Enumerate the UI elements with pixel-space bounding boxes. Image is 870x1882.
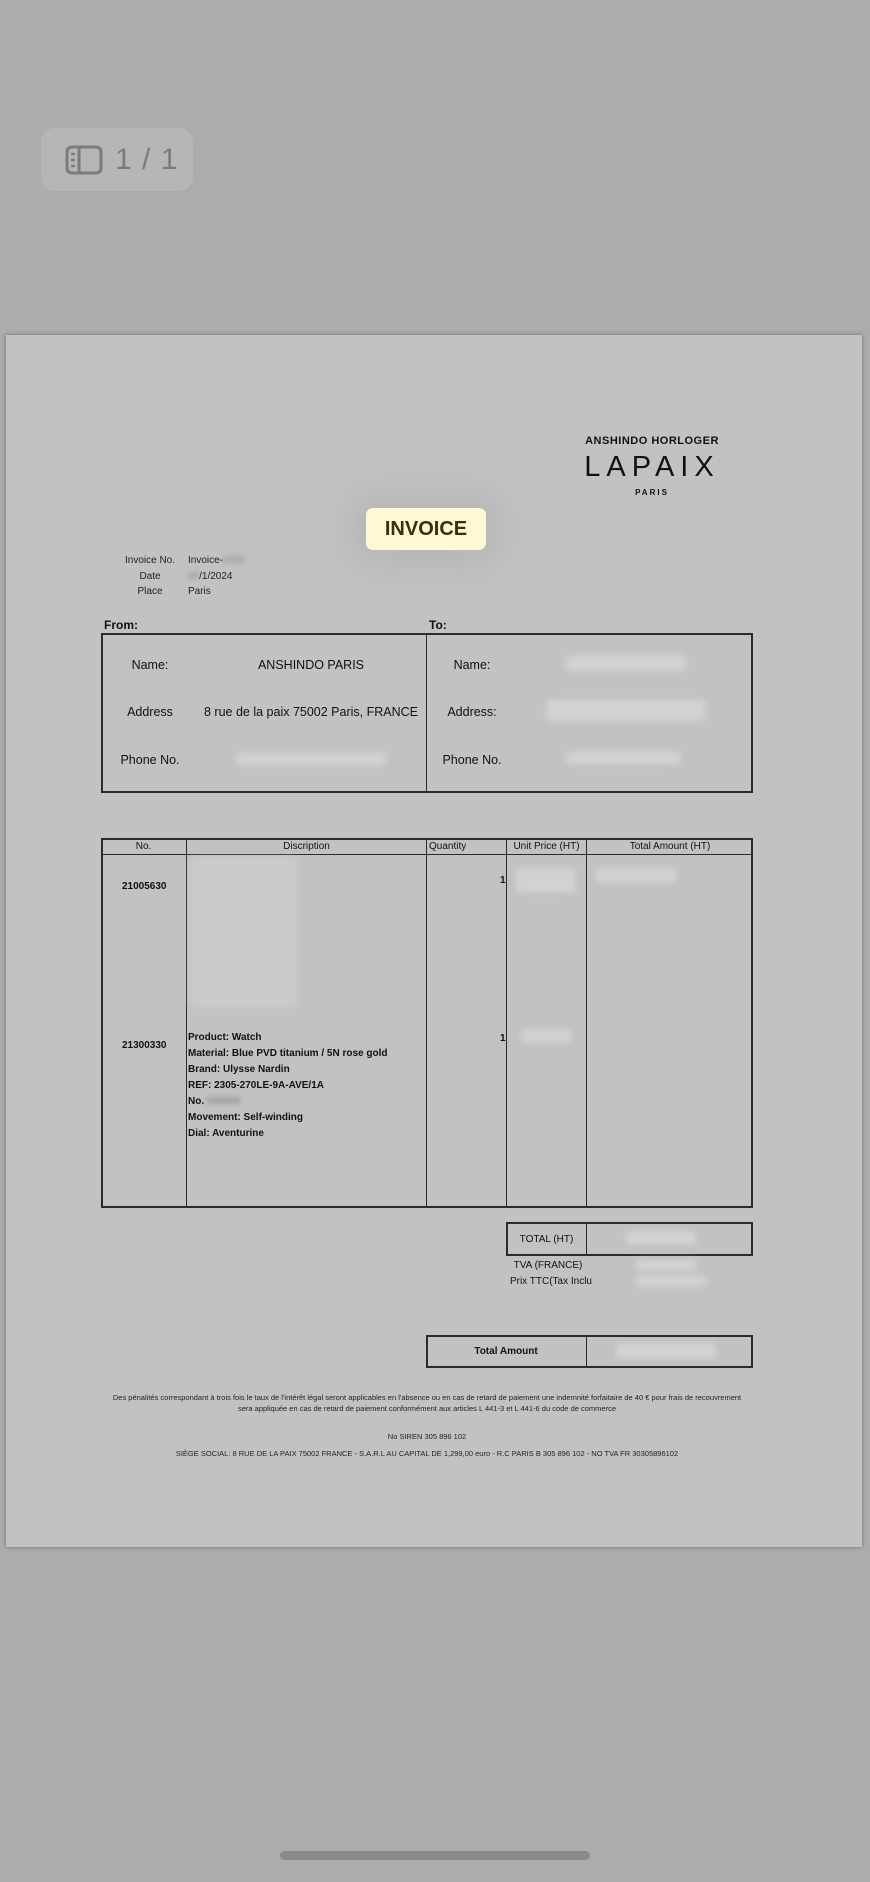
col-header-no: No. [135,841,152,852]
row2-unit-price-redacted [521,1029,571,1043]
company-logo-name: LAPAIX [584,451,720,483]
from-address-value: 8 rue de la paix 75002 Paris, FRANCE [204,705,418,719]
row1-item-no: 21005630 [122,881,167,892]
invoice-no-value: Invoice-0000 [188,555,246,566]
ttc-label: Prix TTC(Tax Inclu [509,1276,592,1287]
home-indicator[interactable] [280,1851,590,1860]
row2-description [188,1030,424,1142]
total-amount-redacted [616,1343,716,1359]
tva-label: TVA (FRANCE) [513,1260,583,1271]
page-counter-pill[interactable] [41,128,193,191]
legal-penalties [101,1392,753,1414]
row2-item-no: 21300330 [122,1040,167,1051]
place-label: Place [137,586,163,597]
row2-desc-material: Material: Blue PVD titanium / 5N rose gold [188,1048,388,1059]
from-heading: From: [104,618,138,632]
to-heading: To: [429,618,447,632]
sidebar-panel-icon [65,145,103,175]
date-label: Date [139,571,161,582]
company-city: PARIS [635,488,669,497]
invoice-no-label: Invoice No. [124,555,176,566]
row2-desc-product: Product: Watch [188,1032,262,1043]
to-phone-redacted [566,751,681,765]
tva-redacted [636,1259,696,1271]
ttc-redacted [636,1275,706,1287]
row2-desc-brand: Brand: Ulysse Nardin [188,1064,290,1075]
row2-quantity: 1 [500,1033,506,1044]
invoice-page [6,335,862,1547]
company-tagline: ANSHINDO HORLOGER [585,435,719,447]
total-ht-label: TOTAL (HT) [519,1234,574,1245]
total-amount-label: Total Amount [474,1346,538,1357]
col-header-description: Discription [283,841,330,852]
row1-quantity: 1 [500,875,506,886]
total-ht-redacted [626,1231,696,1245]
row2-desc-ref: REF: 2305-270LE-9A-AVE/1A [188,1080,324,1091]
row1-total-redacted [596,868,676,883]
from-phone-redacted [236,752,386,766]
to-name-label: Name: [453,658,491,672]
legal-penalties-line2: sera appliquée en cas de retard de paiement conformément aux articles L 441-3 et L 441-6 du code de commerce [238,1404,616,1413]
col-header-quantity: Quantity [429,841,467,852]
page-counter-text: 1 / 1 [115,142,179,176]
row2-desc-dial: Dial: Aventurine [188,1128,264,1139]
row1-product-image-redacted [190,857,298,1007]
from-address-label: Address [127,705,173,719]
to-address-redacted [546,699,706,721]
col-header-total-amount: Total Amount (HT) [629,841,711,852]
to-phone-label: Phone No. [442,753,502,767]
legal-penalties-line1: Des pénalités correspondant à trois fois le taux de l'intérêt légal seront applicables en l'absence ou en cas de retard de paiement une indemnité forfaitaire de 40 € pour frais de recouvrement [112,1393,742,1402]
to-name-redacted [566,655,686,671]
row1-unit-price-redacted [516,868,576,893]
registered-office: SIÈGE SOCIAL: 8 RUE DE LA PAIX 75002 FRANCE - S.A.R.L AU CAPITAL DE 1,299,00 euro - R.C PARIS B 305 896 102 - NO TVA FR 30305896102 [175,1449,679,1458]
siren-number: No SIREN 305 896 102 [387,1432,467,1441]
date-value: 00/1/2024 [188,571,233,582]
from-name-value: ANSHINDO PARIS [257,658,365,672]
to-address-label: Address: [447,705,497,719]
from-phone-label: Phone No. [120,753,180,767]
place-value: Paris [188,586,211,597]
invoice-title-highlight[interactable]: INVOICE [366,508,486,550]
row2-desc-serial: No. 000000 [188,1096,241,1107]
from-name-label: Name: [131,658,169,672]
row2-desc-movement: Movement: Self-winding [188,1112,303,1123]
col-header-unit-price: Unit Price (HT) [513,841,580,852]
